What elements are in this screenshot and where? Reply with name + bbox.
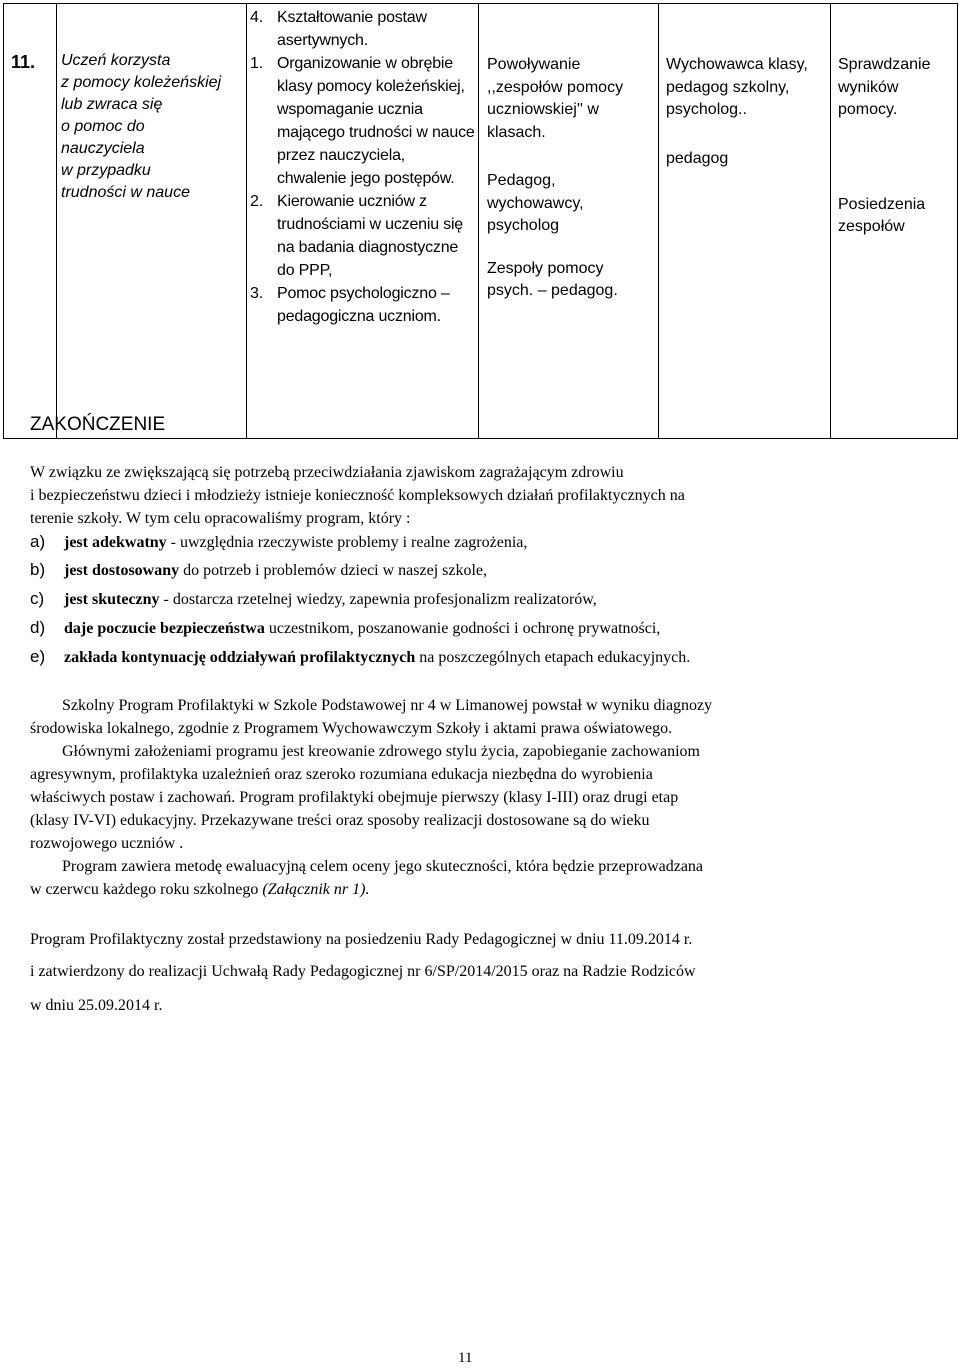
actions-cell bbox=[247, 4, 479, 439]
list-item: e) zakłada kontynuację oddziaływań profilaktycznych na poszczególnych etapach edukacyjnych. bbox=[30, 647, 691, 666]
forms-text: Pedagog, wychowawcy, psycholog bbox=[487, 172, 584, 234]
task-cell bbox=[57, 4, 247, 439]
task-line: z pomocy koleżeńskiej bbox=[61, 74, 222, 91]
paragraph-line: (klasy IV-VI) edukacyjny. Przekazywane treści oraz sposoby realizacji dostosowane są do wieku bbox=[30, 812, 650, 829]
list-item: c) jest skuteczny - dostarcza rzetelnej wiedzy, zapewnia profesjonalizm realizatorów, bbox=[30, 589, 597, 608]
list-item: b) jest dostosowany do potrzeb i problemów dzieci w naszej szkole, bbox=[30, 560, 488, 579]
responsible-cell bbox=[659, 4, 831, 439]
intro-line: terenie szkoły. W tym celu opracowaliśmy program, który : bbox=[30, 510, 411, 527]
section-heading: ZAKOŃCZENIE bbox=[30, 414, 166, 435]
closing-line: Program Profilaktyczny został przedstawiony na posiedzeniu Rady Pedagogicznej w dniu 11.09.2014 r. bbox=[30, 931, 693, 948]
paragraph-line: agresywnym, profilaktyka uzależnień oraz szeroko rozumiana edukacja niezbędna do wyrobienia bbox=[30, 766, 653, 783]
closing-line: i zatwierdzony do realizacji Uchwałą Rady Pedagogicznej nr 6/SP/2014/2015 oraz na Radzie Rodziców bbox=[30, 963, 696, 980]
paragraph-line: właściwych postaw i zachowań. Program profilaktyki obejmuje pierwszy (klasy I-III) oraz drugi etap bbox=[30, 789, 679, 806]
list-item: 2. Kierowanie uczniów z trudnościami w uczeniu się na badania diagnostyczne do PPP, bbox=[250, 193, 463, 279]
intro-line: W związku ze zwiększającą się potrzebą przeciwdziałania zjawiskom zagrażającym zdrowiu bbox=[30, 464, 624, 481]
list-item: a) jest adekwatny - uwzględnia rzeczywiste problemy i realne zagrożenia, bbox=[30, 532, 528, 551]
task-line: Uczeń korzysta bbox=[61, 52, 171, 69]
task-line: trudności w nauce bbox=[61, 184, 190, 201]
list-item: 4. Kształtowanie postaw asertywnych. bbox=[250, 9, 427, 49]
forms-cell bbox=[479, 4, 659, 439]
paragraph-line: Głównymi założeniami programu jest kreowanie zdrowego stylu życia, zapobieganie zachowaniom bbox=[62, 743, 700, 760]
list-item: 1. Organizowanie w obrębie klasy pomocy koleżeńskiej, wspomaganie ucznia mającego trudności w nauce przez nauczyciela, chwalenie jego postępów. bbox=[250, 55, 475, 187]
closing-line: w dniu 25.09.2014 r. bbox=[30, 997, 163, 1014]
paragraph-line: rozwojowego uczniów . bbox=[30, 835, 184, 852]
paragraph-line: Szkolny Program Profilaktyki w Szkole Podstawowej nr 4 w Limanowej powstał w wyniku diagnozy bbox=[62, 697, 713, 714]
paragraph-line: Program zawiera metodę ewaluacyjną celem oceny jego skuteczności, która będzie przeprowadzana bbox=[62, 858, 704, 875]
task-line: nauczyciela bbox=[61, 140, 145, 157]
page-number: 11 bbox=[458, 1350, 473, 1366]
task-line: o pomoc do bbox=[61, 118, 145, 135]
intro-line: i bezpieczeństwu dzieci i młodzieży istnieje konieczność kompleksowych działań profilaktycznych na bbox=[30, 487, 685, 504]
responsible-text: Wychowawca klasy, pedagog szkolny, psycholog.. bbox=[666, 56, 808, 118]
evaluation-text: Sprawdzanie wyników pomocy. bbox=[838, 56, 931, 118]
table-row bbox=[4, 4, 958, 439]
paragraph-line: w czerwcu każdego roku szkolnego (Załącznik nr 1). bbox=[30, 881, 370, 898]
task-line: lub zwraca się bbox=[61, 96, 163, 113]
evaluation-cell bbox=[831, 4, 958, 439]
list-item: d) daje poczucie bezpieczeństwa uczestnikom, poszanowanie godności i ochronę prywatności, bbox=[30, 618, 661, 637]
plan-table-fragment bbox=[3, 3, 957, 391]
paragraph-line: środowiska lokalnego, zgodnie z Programem Wychowawczym Szkoły i aktami prawa oświatowego. bbox=[30, 720, 673, 737]
task-line: w przypadku bbox=[61, 162, 151, 179]
evaluation-text: Posiedzenia zespołów bbox=[838, 195, 926, 235]
forms-text: Powoływanie ,,zespołów pomocy uczniowskiej'' w klasach. bbox=[487, 56, 624, 141]
row-number: 11. bbox=[4, 4, 57, 439]
list-item: 3. Pomoc psychologiczno – pedagogiczna uczniom. bbox=[250, 285, 450, 325]
forms-text: Zespoły pomocy psych. – pedagog. bbox=[487, 259, 618, 299]
responsible-text: pedagog bbox=[666, 149, 729, 167]
